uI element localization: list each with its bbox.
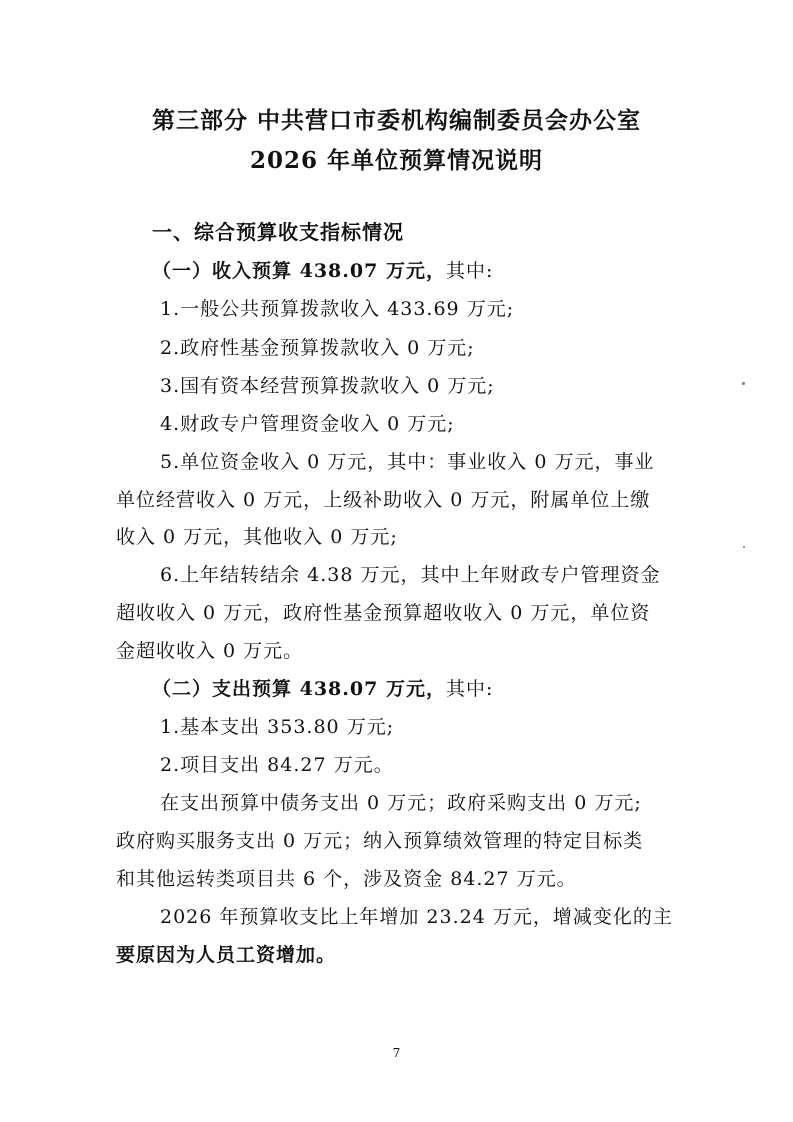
income-item: 2.政府性基金预算拨款收入 0 万元; (160, 337, 475, 359)
income-item-6-line: 超收收入 0 万元，政府性基金预算超收收入 0 万元，单位资 (116, 602, 651, 624)
income-item: 4.财政专户管理资金收入 0 万元; (160, 413, 455, 435)
income-item: 3.国有资本经营预算拨款收入 0 万元; (160, 375, 495, 397)
summary-line: 要原因为人员工资增加。 (116, 944, 337, 966)
document-title-line-1: 第三部分 中共营口市委机构编制委员会办公室 (151, 107, 641, 134)
summary-line: 2026 年预算收支比上年增加 23.24 万元，增减变化的主 (160, 906, 673, 928)
income-item-5-line: 收入 0 万元，其他收入 0 万元; (116, 526, 398, 548)
document-title-line-2: 2026 年单位预算情况说明 (249, 147, 544, 174)
income-item-6-line: 6.上年结转结余 4.38 万元，其中上年财政专户管理资金 (160, 564, 661, 586)
expense-item: 2.项目支出 84.27 万元。 (160, 754, 394, 776)
note-line: 政府购买服务支出 0 万元；纳入预算绩效管理的特定目标类 (116, 830, 644, 852)
income-item: 1.一般公共预算拨款收入 433.69 万元; (160, 298, 515, 320)
expense-heading-rest: 其中: (445, 678, 494, 700)
income-item-5-line: 单位经营收入 0 万元，上级补助收入 0 万元，附属单位上缴 (116, 489, 651, 511)
income-heading (152, 256, 493, 283)
section-heading: 一、综合预算收支指标情况 (152, 220, 404, 244)
note-line: 和其他运转类项目共 6 个，涉及资金 84.27 万元。 (116, 868, 577, 890)
income-heading-bold: （一）收入预算 438.07 万元， (152, 260, 446, 282)
income-item-5-line: 5.单位资金收入 0 万元，其中：事业收入 0 万元，事业 (160, 451, 655, 473)
page-number: 7 (392, 1046, 401, 1060)
income-item-6-line: 金超收收入 0 万元。 (116, 640, 304, 662)
note-line: 在支出预算中债务支出 0 万元；政府采购支出 0 万元; (160, 792, 642, 814)
scan-speck (743, 546, 745, 548)
income-heading-rest: 其中: (445, 260, 494, 282)
expense-heading-bold: （二）支出预算 438.07 万元， (152, 678, 446, 700)
expense-heading (152, 674, 493, 701)
expense-item: 1.基本支出 353.80 万元; (160, 716, 395, 738)
scan-speck (742, 382, 745, 385)
